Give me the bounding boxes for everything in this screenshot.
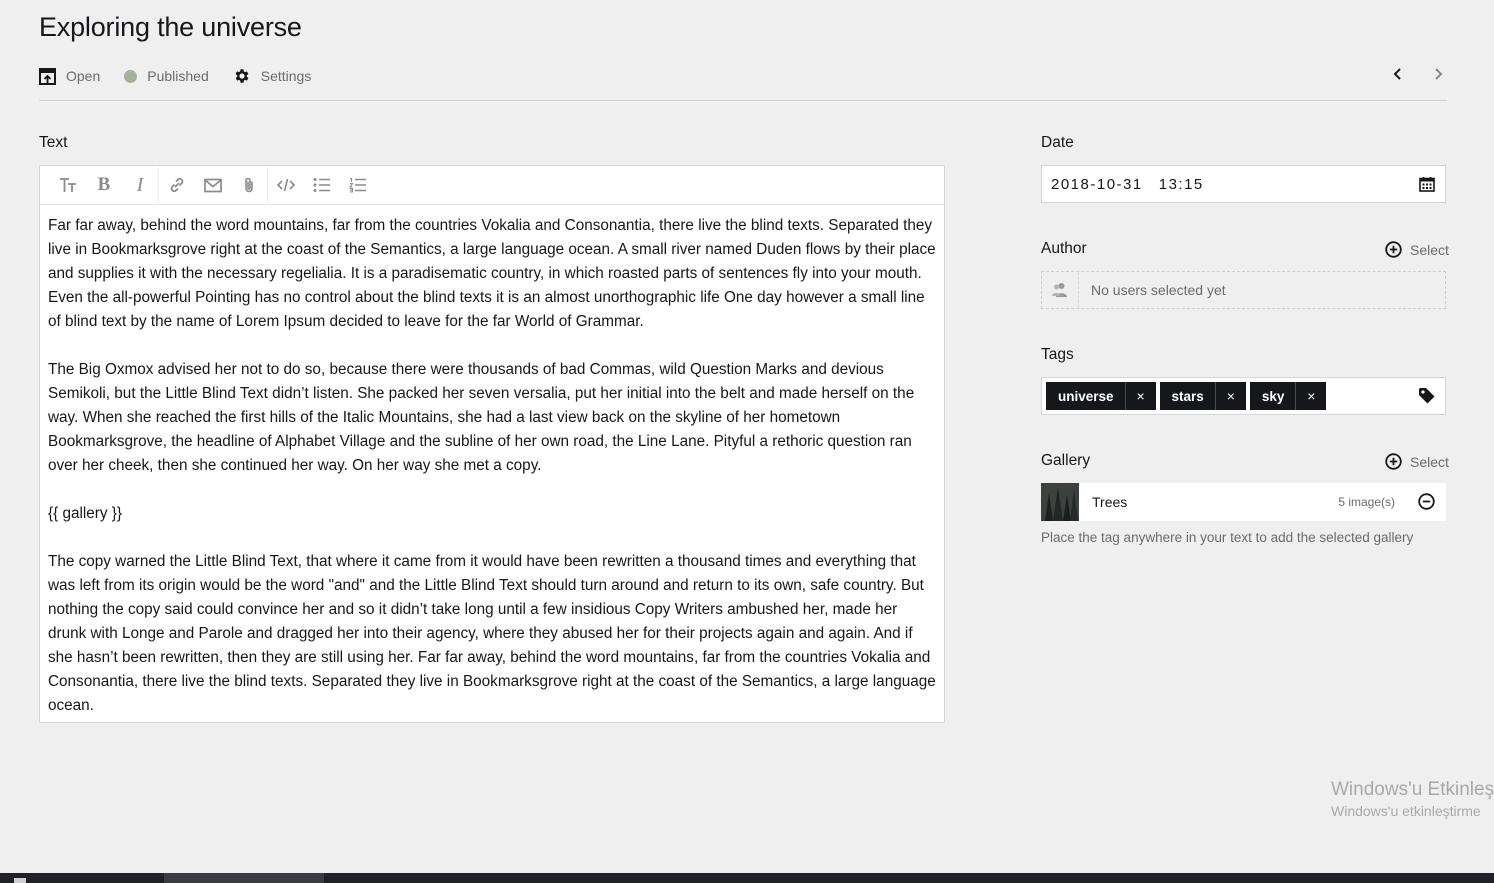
tag-chip[interactable] xyxy=(1046,382,1156,410)
windows-activation-watermark xyxy=(1331,779,1494,819)
chevron-left-icon[interactable] xyxy=(1389,65,1407,83)
italic-icon: I xyxy=(136,173,144,196)
tag-label: universe xyxy=(1058,388,1114,404)
gallery-select-button[interactable] xyxy=(1385,453,1449,470)
code-icon xyxy=(277,178,295,192)
link-button[interactable] xyxy=(159,166,195,204)
author-empty-box[interactable] xyxy=(1041,271,1446,309)
headline-button[interactable] xyxy=(50,166,86,204)
watermark-line-1: Windows'u Etkinleş xyxy=(1331,779,1494,800)
tag-remove-icon[interactable]: × xyxy=(1295,382,1326,410)
add-circle-icon xyxy=(1385,241,1402,258)
editor-toolbar xyxy=(40,166,944,205)
attachment-button[interactable] xyxy=(231,166,267,204)
email-button[interactable] xyxy=(195,166,231,204)
italic-button[interactable] xyxy=(122,166,158,204)
author-select-label: Select xyxy=(1410,241,1449,258)
editor-paragraph: Far far away, behind the word mountains, far from the countries Vokalia and Consonantia, there live the blind texts. Separated they live in Bookmarksgrove right at the coast of the Semantics, a large language ocean. A small river named Duden flows by their place and supplies it with the necessary regelialia. It is a paradisematic country, in which roasted parts of sentences fly into your mouth. Even the all-powerful Pointing has no control about the blind texts it is an almost unorthographic life One day however a small line of blind text by the name of Lorem Ipsum decided to leave for the far World of Grammar. xyxy=(48,217,936,330)
tag-label: stars xyxy=(1171,388,1204,404)
link-icon xyxy=(168,176,186,194)
open-button[interactable] xyxy=(39,68,100,85)
watermark-line-2: Windows'u etkinleştirme xyxy=(1331,803,1481,819)
taskbar xyxy=(0,873,1494,883)
gallery-select-label: Select xyxy=(1410,453,1449,470)
status-button[interactable] xyxy=(124,68,209,84)
date-field-label: Date xyxy=(1041,134,1074,151)
open-label: Open xyxy=(66,68,101,84)
pager xyxy=(1389,65,1447,83)
tag-remove-icon[interactable]: × xyxy=(1125,382,1156,410)
gallery-field-label: Gallery xyxy=(1041,452,1091,469)
page-title: Exploring the universe xyxy=(39,12,302,42)
bold-button[interactable] xyxy=(86,166,122,204)
author-field-label: Author xyxy=(1041,240,1087,257)
header-divider xyxy=(39,100,1447,101)
text-editor xyxy=(39,165,945,723)
status-dot-icon xyxy=(124,70,137,83)
date-value: 2018-10-31 xyxy=(1051,175,1143,193)
tag-icon xyxy=(1418,387,1435,409)
open-page-icon xyxy=(39,68,56,85)
gallery-thumbnail xyxy=(1041,483,1079,521)
code-button[interactable] xyxy=(268,166,304,204)
editor-paragraph: {{ gallery }} xyxy=(48,505,122,522)
tag-label: sky xyxy=(1261,388,1285,404)
editor-content[interactable] xyxy=(40,205,944,718)
tags-field-label: Tags xyxy=(1041,346,1074,363)
status-label: Published xyxy=(147,68,209,84)
header-toolbar xyxy=(39,62,1447,90)
tag-chip[interactable] xyxy=(1250,382,1327,410)
gallery-item[interactable] xyxy=(1041,483,1446,521)
editor-paragraph: The Big Oxmox advised her not to do so, because there were thousands of bad Commas, wild Question Marks and devious Semikoli, but the Little Blind Text didn’t listen. She packed her seven versalia, put her initial into the belt and made herself on the way. When she reached the first hills of the Italic Mountains, she had a last view back on the skyline of her hometown Bookmarksgrove, the headline of Alphabet Village and the subline of her own road, the Line Lane. Pityful a rethoric question ran over her cheek, then she continued her way. On her way she met a copy. xyxy=(48,361,915,474)
tag-remove-icon[interactable]: × xyxy=(1215,382,1246,410)
remove-circle-icon[interactable] xyxy=(1418,493,1435,515)
add-circle-icon xyxy=(1385,453,1402,470)
author-select-button[interactable] xyxy=(1385,241,1449,258)
ordered-list-icon xyxy=(349,177,367,193)
gallery-name: Trees xyxy=(1092,494,1128,510)
gear-icon xyxy=(233,67,251,85)
users-icon xyxy=(1042,272,1079,308)
bold-icon: B xyxy=(97,174,111,195)
calendar-icon[interactable] xyxy=(1419,176,1435,196)
email-icon xyxy=(204,178,222,193)
text-size-icon xyxy=(59,177,77,193)
settings-button[interactable] xyxy=(233,67,312,85)
start-icon[interactable] xyxy=(14,878,26,883)
taskbar-active-app[interactable] xyxy=(164,873,324,883)
chevron-right-icon[interactable] xyxy=(1429,65,1447,83)
bullet-list-button[interactable] xyxy=(304,166,340,204)
tag-chip[interactable] xyxy=(1160,382,1246,410)
settings-label: Settings xyxy=(260,68,312,84)
time-value: 13:15 xyxy=(1158,175,1204,193)
text-field-label: Text xyxy=(39,134,68,151)
editor-paragraph: The copy warned the Little Blind Text, that where it came from it would have been rewritten a thousand times and everything that was left from its origin would be the word "and" and the Little Blind Text should turn around and return to its own, safe country. But nothing the copy said could convince her and so it didn’t take long until a few insidious Copy Writers ambushed her, made her drunk with Longe and Parole and dragged her into their agency, where they abused her for their projects again and again. And if she hasn’t been rewritten, then they are still using her. Far far away, behind the word mountains, far from the countries Vokalia and Consonantia, there live the blind texts. Separated they live in Bookmarksgrove right at the coast of the Semantics, a large language ocean. xyxy=(48,553,936,714)
gallery-image-count: 5 image(s) xyxy=(1338,495,1395,509)
paperclip-icon xyxy=(242,176,256,194)
author-empty-text: No users selected yet xyxy=(1091,282,1226,298)
gallery-help-text: Place the tag anywhere in your text to add the selected gallery xyxy=(1041,530,1414,545)
bullet-list-icon xyxy=(313,177,331,193)
date-input[interactable] xyxy=(1041,165,1446,203)
tags-input[interactable] xyxy=(1041,377,1446,415)
ordered-list-button[interactable] xyxy=(340,166,376,204)
